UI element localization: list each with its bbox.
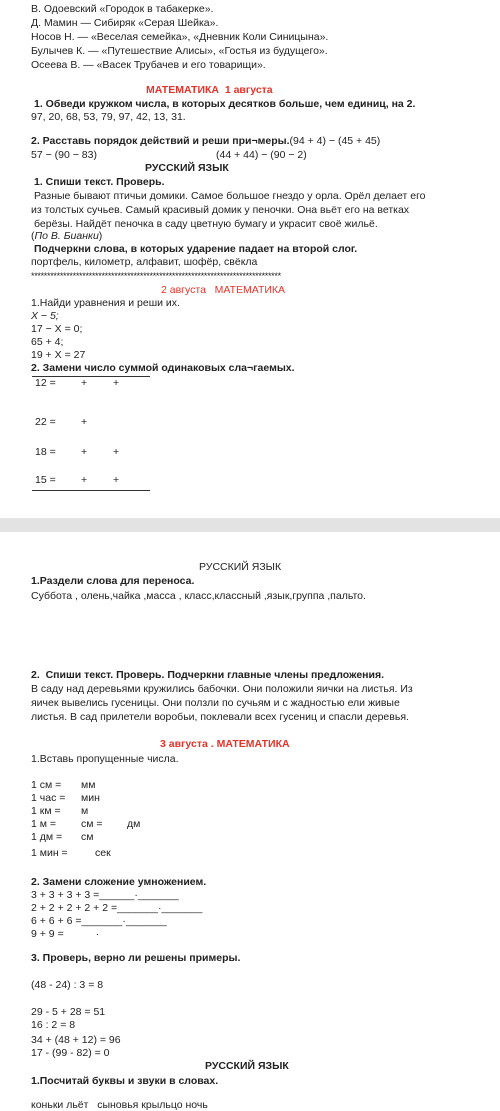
unit-left: 1 м = <box>31 818 57 830</box>
text-line: берёзы. Найдёт пеночка в саду цветную бумагу и украсит своё жильё. <box>34 218 378 230</box>
sum-row-number: 22 = <box>35 416 56 428</box>
rus-3-title: РУССКИЙ ЯЗЫК <box>205 1060 289 1072</box>
rus-2-task-1: 1.Раздели слова для переноса. <box>31 575 195 587</box>
unit-mid: м <box>81 805 89 817</box>
rus-1-title: РУССКИЙ ЯЗЫК <box>145 162 229 174</box>
check-example: 17 - (99 - 82) = 0 <box>31 1047 110 1059</box>
text-line: В саду над деревьями кружились бабочки. Они положили яички на листья. Из <box>31 683 413 695</box>
sum-line: 6 + 6 + 6 =_______·_______ <box>31 915 167 927</box>
rus-3-task-1: 1.Посчитай буквы и звуки в словах. <box>31 1075 219 1087</box>
unit-left: 1 час = <box>31 792 66 804</box>
unit-mid: см <box>81 831 94 843</box>
sum-row-number: 15 = <box>35 474 56 486</box>
sum-line: 3 + 3 + 3 + 3 =______·_______ <box>31 889 179 901</box>
math-2-title: 2 августа МАТЕМАТИКА <box>161 284 286 296</box>
paren: ) <box>98 230 103 242</box>
task-label: 2. Расставь порядок действий и реши при¬меры. <box>31 135 290 147</box>
math-3-task-3: 3. Проверь, верно ли решены примеры. <box>31 952 241 964</box>
rule-line <box>32 490 150 491</box>
math-3-title: 3 августа . МАТЕМАТИКА <box>160 738 290 750</box>
reading-item: Осеева В. — «Васек Трубачев и его товарищи». <box>31 59 266 71</box>
plus-sign: + <box>113 474 120 486</box>
unit-left: 1 мин = <box>31 847 68 859</box>
math-2-task-2: 2. Замени число суммой одинаковых сла¬гаемых. <box>31 362 295 374</box>
plus-sign: + <box>81 446 88 458</box>
equation: 19 + X = 27 <box>31 349 86 361</box>
plus-sign: + <box>81 416 88 428</box>
plus-sign: + <box>81 474 88 486</box>
document-page-1 <box>0 0 500 518</box>
unit-mid: сек <box>95 847 111 859</box>
sum-line: 9 + 9 = · <box>31 928 100 940</box>
equation: X − 5; <box>31 310 59 322</box>
math-3-task-2: 2. Замени сложение умножением. <box>31 876 207 888</box>
check-example: 16 : 2 = 8 <box>31 1019 76 1031</box>
text-line: Разные бывают птичьи домики. Самое большое гнездо у орла. Орёл делает его <box>34 190 426 202</box>
rus-1-task-1: 1. Спиши текст. Проверь. <box>34 176 165 188</box>
unit-left: 1 км = <box>31 805 61 817</box>
reading-item: Носов Н. — «Веселая семейка», «Дневник Коли Синицына». <box>31 31 329 43</box>
sum-line: 2 + 2 + 2 + 2 + 2 =_______·_______ <box>31 902 203 914</box>
page-gap <box>0 518 500 532</box>
words-line: коньки льёт сыновья крыльцо ночь <box>31 1099 208 1111</box>
equation: 65 + 4; <box>31 336 64 348</box>
plus-sign: + <box>113 377 120 389</box>
rus-1-task-2: Подчеркни слова, в которых ударение падает на второй слог. <box>34 243 358 255</box>
example: 57 − (90 − 83) <box>31 149 97 161</box>
check-example: 34 + (48 + 12) = 96 <box>31 1034 121 1046</box>
math-2-task-1: 1.Найди уравнения и реши их. <box>31 297 180 309</box>
plus-sign: + <box>113 446 120 458</box>
check-example: 29 - 5 + 28 = 51 <box>31 1006 106 1018</box>
math-1-numbers: 97, 20, 68, 53, 79, 97, 42, 13, 31. <box>31 111 186 123</box>
equation: 17 − X = 0; <box>31 323 83 335</box>
unit-mid: мм <box>81 779 96 791</box>
separator-stars: ****************************************************************************** <box>31 271 281 281</box>
unit-right: дм <box>127 818 141 830</box>
unit-left: 1 дм = <box>31 831 63 843</box>
text-line: из толстых сучьев. Самый красивый домик у пеночки. Она вьёт его на ветках <box>31 204 410 216</box>
example: (94 + 4) − (45 + 45) <box>289 135 381 147</box>
reading-item: Д. Мамин — Сибиряк «Серая Шейка». <box>31 17 219 29</box>
rus-2-title: РУССКИЙ ЯЗЫК <box>199 561 282 573</box>
math-1-task-2 <box>31 135 380 147</box>
check-example: (48 - 24) : 3 = 8 <box>31 979 104 991</box>
example: (44 + 44) − (90 − 2) <box>216 149 307 161</box>
unit-mid: см = <box>81 818 103 830</box>
text-line: листья. В сад прилетели воробьи, поклевали всех гусениц и спасли деревья. <box>31 711 409 723</box>
reading-item: В. Одоевский «Городок в табакерке». <box>31 3 214 15</box>
text-source <box>31 230 102 242</box>
math-1-title: МАТЕМАТИКА 1 августа <box>146 84 273 96</box>
reading-item: Булычев К. — «Путешествие Алисы», «Гостья из будущего». <box>31 45 328 57</box>
unit-left: 1 см = <box>31 779 62 791</box>
text-line: яичек вывелись гусеницы. Они ползли по сучьям и с жадностью ели живые <box>31 697 400 709</box>
math-1-task-1: 1. Обведи кружком числа, в которых десятков больше, чем единиц, на 2. <box>34 98 416 110</box>
rus-2-task-2: 2. Спиши текст. Проверь. Подчеркни главные члены предложения. <box>31 669 385 681</box>
plus-sign: + <box>81 377 88 389</box>
sum-row-number: 18 = <box>35 446 56 458</box>
math-3-task-1: 1.Вставь пропущенные числа. <box>31 753 179 765</box>
words-line: портфель, километр, алфавит, шофёр, свёкла <box>31 256 258 268</box>
sum-row-number: 12 = <box>35 377 56 389</box>
paren: ( <box>31 230 35 242</box>
document-page-2 <box>0 532 500 1111</box>
words-line: Суббота , олень,чайка ,масса , класс,классный ,язык,группа ,пальто. <box>31 590 366 602</box>
unit-mid: мин <box>81 792 100 804</box>
source-author: По В. Бианки <box>34 230 99 242</box>
